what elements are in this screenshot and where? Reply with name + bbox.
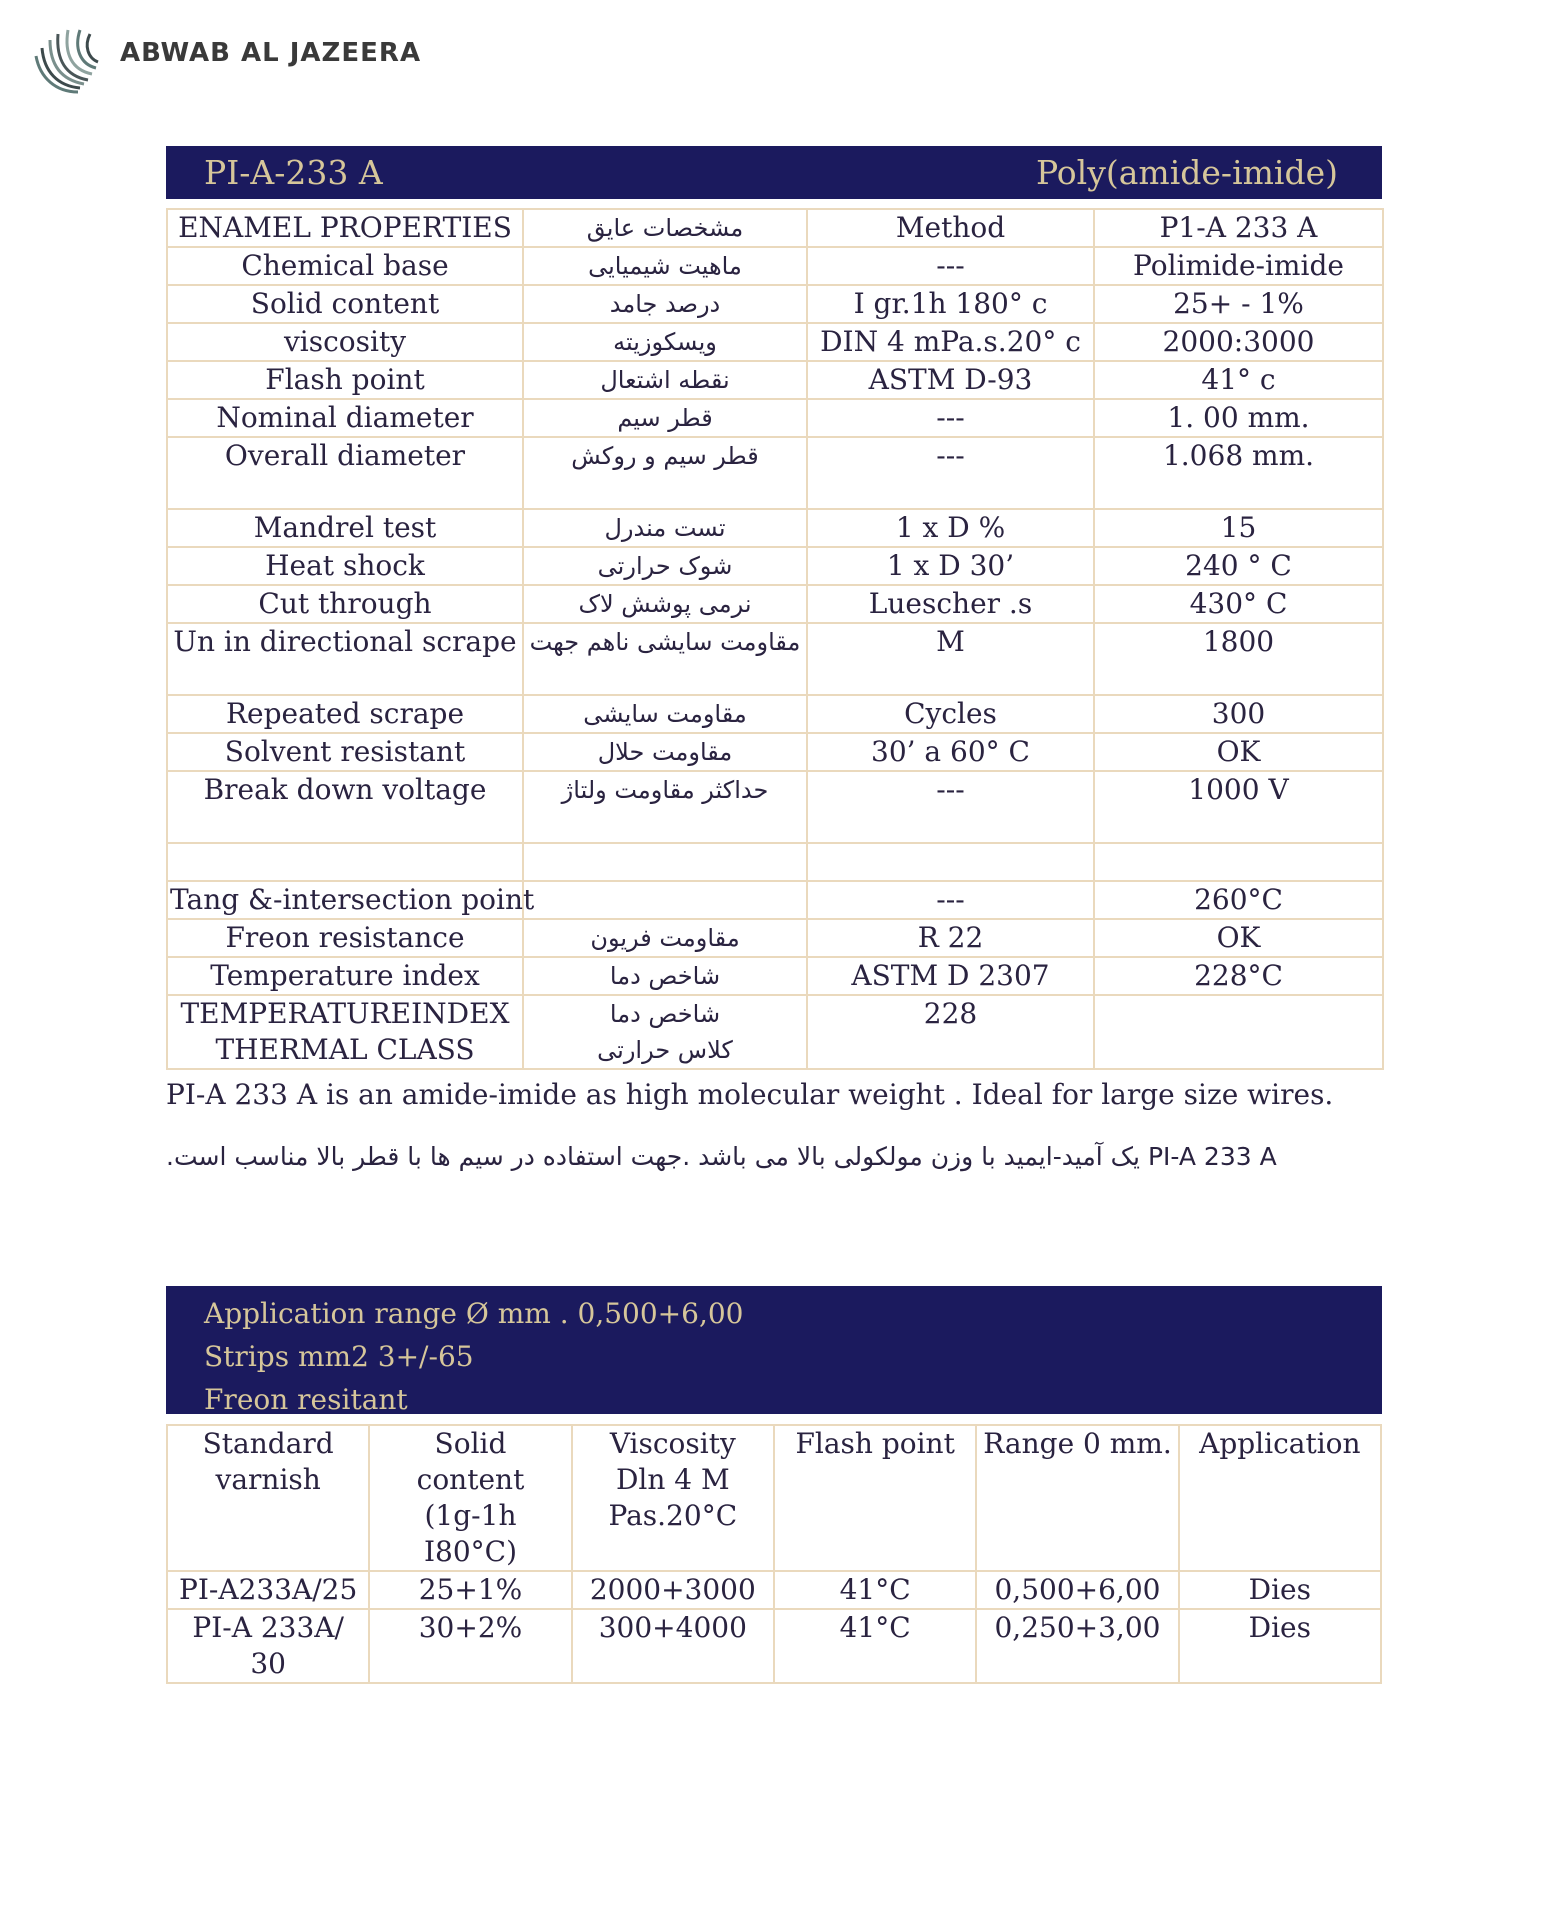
description-en: PI-A 233 A is an amide-imide as high molecular weight . Ideal for large size wires. [166, 1078, 1334, 1111]
table-row [167, 247, 1383, 285]
freon-note: Freon resitant [204, 1383, 408, 1416]
property-method: 1 x D % [807, 509, 1094, 547]
table-row [167, 995, 1383, 1069]
table-row [167, 1609, 1381, 1683]
property-value: 300 [1094, 695, 1383, 733]
property-name-fa: قطر سیم و روکش [523, 437, 807, 509]
grade-viscosity: 2000+3000 [572, 1571, 774, 1609]
property-value: 260°C [1094, 881, 1383, 919]
property-method: --- [807, 437, 1094, 509]
grade-application: Dies [1179, 1609, 1381, 1683]
property-method: --- [807, 247, 1094, 285]
property-name: Heat shock [167, 547, 523, 585]
property-method: Method [807, 209, 1094, 247]
property-name-fa: مقاومت حلال [523, 733, 807, 771]
property-name: Chemical base [167, 247, 523, 285]
table-row [167, 323, 1383, 361]
property-name: viscosity [167, 323, 523, 361]
property-name: ENAMEL PROPERTIES [167, 209, 523, 247]
property-name-fa: مشخصات عایق [523, 209, 807, 247]
grade-standard: PI-A 233A/30 [167, 1609, 369, 1683]
property-name-fa: شوک حرارتی [523, 547, 807, 585]
grade-flash: 41°C [774, 1571, 976, 1609]
property-name: Temperature index [167, 957, 523, 995]
property-method: 30’ a 60° C [807, 733, 1094, 771]
header-flash: Flash point [774, 1425, 976, 1571]
property-value: 1.068 mm. [1094, 437, 1383, 509]
property-value: 41° c [1094, 361, 1383, 399]
property-value: 1. 00 mm. [1094, 399, 1383, 437]
properties-table [166, 208, 1384, 1070]
property-name-fa [523, 881, 807, 919]
table-row [167, 509, 1383, 547]
property-name: THERMAL CLASS [215, 1033, 475, 1066]
table-row [167, 695, 1383, 733]
grade-solid: 30+2% [369, 1609, 571, 1683]
grade-application: Dies [1179, 1571, 1381, 1609]
header-solid: Solid content (1g-1h I80°C) [369, 1425, 571, 1571]
property-method: --- [807, 399, 1094, 437]
property-name: Repeated scrape [167, 695, 523, 733]
header-standard: Standard varnish [167, 1425, 369, 1571]
table-row [167, 733, 1383, 771]
property-name-fa: ماهیت شیمیایی [523, 247, 807, 285]
property-value: 430° C [1094, 585, 1383, 623]
brand-logo-icon [28, 26, 100, 98]
application-banner [166, 1286, 1382, 1414]
property-name-fa: ویسکوزیته [523, 323, 807, 361]
property-name-fa: مقاومت سایشی [523, 695, 807, 733]
property-name: Cut through [167, 585, 523, 623]
property-value [1094, 995, 1383, 1069]
property-value: P1-A 233 A [1094, 209, 1383, 247]
property-value: OK [1094, 733, 1383, 771]
table-row [167, 285, 1383, 323]
property-method: I gr.1h 180° c [807, 285, 1094, 323]
table-row [167, 547, 1383, 585]
property-value: OK [1094, 919, 1383, 957]
table-row [167, 771, 1383, 843]
property-name: Mandrel test [167, 509, 523, 547]
table-row [167, 585, 1383, 623]
table-row [167, 209, 1383, 247]
table-row [167, 623, 1383, 695]
grade-solid: 25+1% [369, 1571, 571, 1609]
strips-range: Strips mm2 3+/-65 [204, 1340, 474, 1373]
property-method: R 22 [807, 919, 1094, 957]
property-name: Flash point [167, 361, 523, 399]
grade-range: 0,250+3,00 [976, 1609, 1178, 1683]
property-name-fa: مقاومت سایشی ناهم جهت [523, 623, 807, 695]
property-method: Luescher .s [807, 585, 1094, 623]
grade-range: 0,500+6,00 [976, 1571, 1178, 1609]
property-value: 25+ - 1% [1094, 285, 1383, 323]
property-name: Tang &-intersection point [167, 881, 523, 919]
property-name: Un in directional scrape [167, 623, 523, 695]
grade-flash: 41°C [774, 1609, 976, 1683]
property-name: Freon resistance [167, 919, 523, 957]
table-row [167, 881, 1383, 919]
product-chemistry: Poly(amide-imide) [1035, 153, 1338, 192]
property-method: --- [807, 771, 1094, 843]
grades-table [166, 1424, 1382, 1684]
table-header-row [167, 1425, 1381, 1571]
property-name-fa: شاخص دما [609, 1000, 721, 1028]
grade-standard: PI-A233A/25 [167, 1571, 369, 1609]
property-name-fa: تست مندرل [523, 509, 807, 547]
grade-viscosity: 300+4000 [572, 1609, 774, 1683]
property-method: DIN 4 mPa.s.20° c [807, 323, 1094, 361]
property-name-fa: نرمی پوشش لاک [523, 585, 807, 623]
property-name-fa: شاخص دما [523, 957, 807, 995]
header-application: Application [1179, 1425, 1381, 1571]
property-method: ASTM D-93 [807, 361, 1094, 399]
table-row [167, 919, 1383, 957]
product-banner [166, 146, 1382, 199]
table-row [167, 399, 1383, 437]
property-name: Solvent resistant [167, 733, 523, 771]
property-value: 1800 [1094, 623, 1383, 695]
application-range: Application range Ø mm . 0,500+6,00 [204, 1297, 744, 1330]
brand-name: ABWAB AL JAZEERA [120, 38, 422, 68]
table-row [167, 437, 1383, 509]
property-method: ASTM D 2307 [807, 957, 1094, 995]
property-method: Cycles [807, 695, 1094, 733]
property-value: 15 [1094, 509, 1383, 547]
property-name-fa: نقطه اشتعال [523, 361, 807, 399]
product-code: PI-A-233 A [204, 153, 383, 192]
property-name-fa: کلاس حرارتی [597, 1036, 733, 1064]
description-fa: PI-A 233 A یک آمید-ایمید با وزن مولکولی بالا می باشد .جهت استفاده در سیم ها با قطر بالا مناسب است. [166, 1142, 1277, 1171]
table-row-empty [167, 843, 1383, 881]
property-name-fa: مقاومت فریون [523, 919, 807, 957]
property-name: Solid content [167, 285, 523, 323]
table-row [167, 957, 1383, 995]
property-name: Break down voltage [167, 771, 523, 843]
property-method: M [807, 623, 1094, 695]
property-name: Overall diameter [167, 437, 523, 509]
property-value: 1000 V [1094, 771, 1383, 843]
property-name-fa: حداکثر مقاومت ولتاژ [523, 771, 807, 843]
property-method: --- [807, 881, 1094, 919]
table-row [167, 361, 1383, 399]
property-value: 2000:3000 [1094, 323, 1383, 361]
table-row [167, 1571, 1381, 1609]
property-value: Polimide-imide [1094, 247, 1383, 285]
property-value: 240 ° C [1094, 547, 1383, 585]
header-range: Range 0 mm. [976, 1425, 1178, 1571]
property-name: Nominal diameter [167, 399, 523, 437]
header-viscosity: Viscosity Dln 4 M Pas.20°C [572, 1425, 774, 1571]
property-method: 228 [807, 995, 1094, 1069]
property-value: 228°C [1094, 957, 1383, 995]
property-method: 1 x D 30’ [807, 547, 1094, 585]
property-name-fa: قطر سیم [523, 399, 807, 437]
property-name-fa: درصد جامد [523, 285, 807, 323]
property-name: TEMPERATUREINDEX [180, 997, 510, 1030]
